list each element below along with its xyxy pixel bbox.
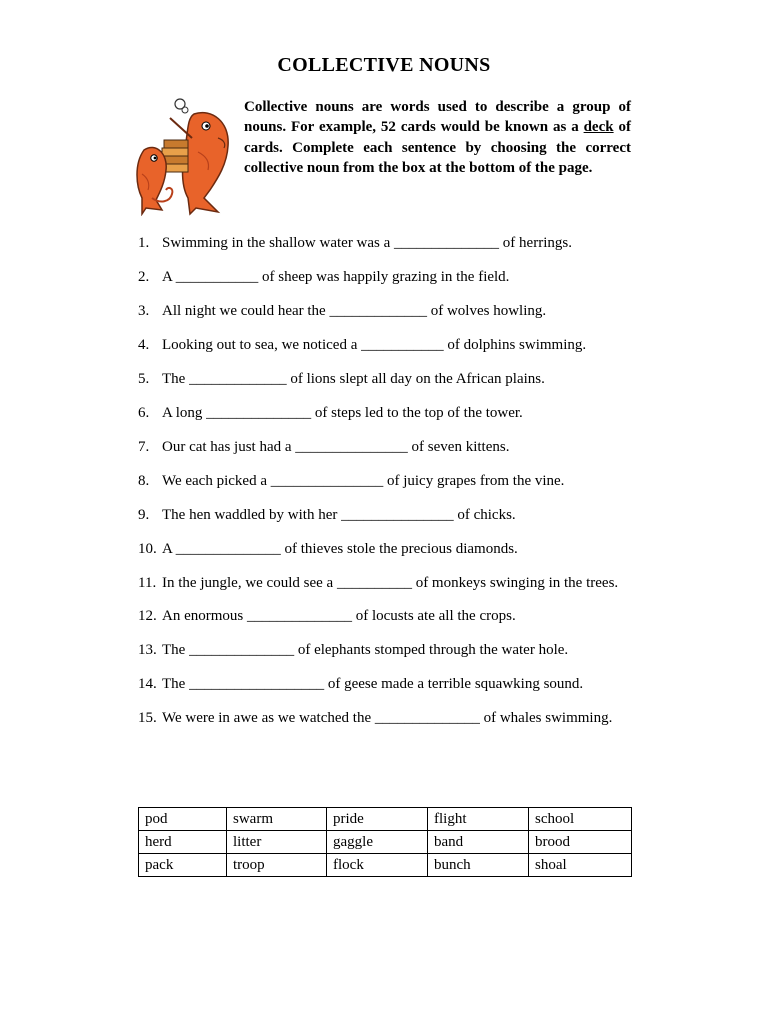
question-text: In the jungle, we could see a __________ of monkeys swinging in the trees. [162, 575, 619, 591]
list-item [138, 437, 638, 458]
fish-with-books-icon [134, 94, 236, 216]
question-number: 10. [138, 541, 157, 557]
table-cell: school [529, 808, 632, 831]
table-cell: pack [139, 854, 227, 877]
question-number: 8. [138, 473, 150, 489]
bubble-icon [182, 107, 188, 113]
list-item [138, 606, 638, 627]
books-icon [164, 140, 188, 148]
table-cell: flight [428, 808, 529, 831]
question-text: The _____________ of lions slept all day on the African plains. [162, 371, 545, 387]
table-cell: pride [327, 808, 428, 831]
question-number: 9. [138, 507, 150, 523]
question-number: 7. [138, 439, 150, 455]
table-cell: pod [139, 808, 227, 831]
table-cell: herd [139, 831, 227, 854]
table-cell: litter [227, 831, 327, 854]
list-item [138, 708, 638, 729]
page-title: COLLECTIVE NOUNS [277, 54, 491, 76]
question-number: 2. [138, 269, 150, 285]
question-text: A ___________ of sheep was happily grazing in the field. [162, 269, 510, 285]
list-item [138, 674, 638, 695]
question-text: We each picked a _______________ of juicy grapes from the vine. [162, 473, 565, 489]
table-cell: bunch [428, 854, 529, 877]
table-cell: flock [327, 854, 428, 877]
word-box-table [138, 807, 632, 877]
list-item [138, 301, 638, 322]
question-text: A ______________ of thieves stole the precious diamonds. [162, 541, 518, 557]
question-text: Swimming in the shallow water was a ______________ of herrings. [162, 235, 572, 251]
table-row [139, 831, 632, 854]
question-number: 6. [138, 405, 150, 421]
intro-text-before: Collective nouns are words used to describe a group of nouns. For example, 52 cards would be known as a [244, 99, 631, 136]
intro-text-after: of cards. Complete each sentence by choosing the correct collective noun from the box at the bottom of the page. [244, 119, 631, 177]
question-number: 15. [138, 710, 157, 726]
question-number: 3. [138, 303, 150, 319]
question-text: The __________________ of geese made a terrible squawking sound. [162, 676, 584, 692]
table-cell: gaggle [327, 831, 428, 854]
question-number: 5. [138, 371, 150, 387]
question-text: The hen waddled by with her _______________ of chicks. [162, 507, 516, 523]
list-item [138, 573, 638, 594]
question-number: 14. [138, 676, 157, 692]
list-item [138, 471, 638, 492]
list-item [138, 539, 638, 560]
table-row [139, 854, 632, 877]
question-text: Looking out to sea, we noticed a ___________ of dolphins swimming. [162, 337, 587, 353]
question-number: 1. [138, 235, 150, 251]
list-item [138, 505, 638, 526]
question-text: Our cat has just had a _______________ of seven kittens. [162, 439, 510, 455]
question-text: All night we could hear the _____________ of wolves howling. [162, 303, 547, 319]
list-item [138, 335, 638, 356]
table-cell: band [428, 831, 529, 854]
question-text: The ______________ of elephants stomped through the water hole. [162, 642, 569, 658]
table-row [139, 808, 632, 831]
list-item [138, 369, 638, 390]
question-text: A long ______________ of steps led to the top of the tower. [162, 405, 523, 421]
intro-underlined-word: deck [583, 119, 614, 136]
list-item [138, 267, 638, 288]
table-cell: swarm [227, 808, 327, 831]
table-cell: troop [227, 854, 327, 877]
list-item [138, 233, 638, 254]
question-number: 4. [138, 337, 150, 353]
question-number: 11. [138, 575, 157, 591]
question-list [138, 233, 638, 741]
question-number: 12. [138, 608, 157, 624]
list-item [138, 403, 638, 424]
table-cell: brood [529, 831, 632, 854]
table-cell: shoal [529, 854, 632, 877]
question-text: An enormous ______________ of locusts ate all the crops. [162, 608, 516, 624]
list-item [138, 640, 638, 661]
question-text: We were in awe as we watched the ______________ of whales swimming. [162, 710, 613, 726]
intro-text [244, 97, 631, 179]
question-number: 13. [138, 642, 157, 658]
